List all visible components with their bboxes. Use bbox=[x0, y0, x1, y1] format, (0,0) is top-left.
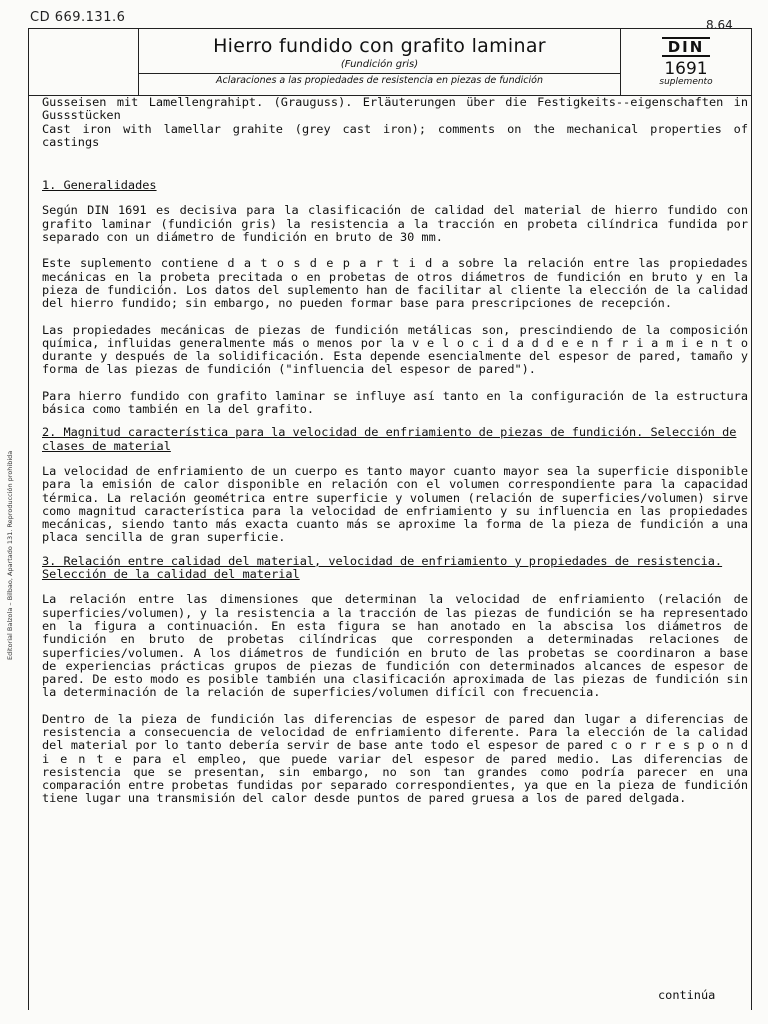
din-logo: DIN bbox=[662, 37, 711, 57]
section-3-paragraph-2: Dentro de la pieza de fundición las diferencias de espesor de pared dan lugar a diferencias de resistencia a consecuencia de velocidad de enfriamiento diferente. Para la elección de la calidad del material por lo tanto debería servir de base ante todo el espesor de pared c o r r e s p o n d i e n t e para el empleo, que puede variar del espesor de pared medio. Las diferencias de resistencia que se presentan, sin embargo, no son tan grandes como podría parecer en una comparación entre probetas fundidas por separado correspondientes, ya que en la pieza de fundición tiene lugar una transmisión del calor desde puntos de pared gruesa a los de pared delgada. bbox=[42, 711, 748, 806]
section-1-heading: 1. Generalidades bbox=[42, 178, 157, 193]
section-3-heading: 3. Relación entre calidad del material, velocidad de enfriamiento y propiedades de resistencia. Selección de la calidad del material bbox=[42, 553, 723, 582]
title-block-center bbox=[139, 29, 621, 95]
section-1-paragraph-4: Para hierro fundido con grafito laminar se influye así tanto en la configuración de la estructura básica como también en la del grafito. bbox=[42, 388, 748, 417]
section-2-paragraph-1: La velocidad de enfriamiento de un cuerpo es tanto mayor cuanto mayor sea la superficie disponible para la emisión de calor disponible en relación con el volumen correspondiente para la capacidad térmica. La relación geométrica entre superficie y volumen (relación de superficies/volumen) sirve como magnitud característica para la velocidad de enfriamiento y su influencia en las propiedades mecánicas, siendo tanto más exacta cuanto más se aproxime la forma de la pieza de fundición a una placa sencilla de gran superficie. bbox=[42, 463, 748, 545]
side-margin bbox=[6, 370, 20, 660]
continued-label: continúa bbox=[658, 988, 716, 1002]
title-block bbox=[28, 28, 752, 96]
din-suffix: suplemento bbox=[659, 77, 713, 87]
document-note: Aclaraciones a las propiedades de resistencia en piezas de fundición bbox=[139, 73, 620, 86]
document-body bbox=[42, 96, 748, 806]
din-block bbox=[621, 29, 751, 95]
side-publisher-note: Editorial Balzola – Bilbao, Apartado 131. Reproducción prohibida bbox=[6, 450, 14, 660]
section-2-heading: 2. Magnitud característica para la velocidad de enfriamiento de piezas de fundición. Selección de clases de material bbox=[42, 425, 737, 453]
intro-english: Cast iron with lamellar grahite (grey cast iron); comments on the mechanical properties of castings bbox=[42, 121, 748, 149]
din-number: 1691 bbox=[664, 59, 708, 79]
classification-code: CD 669.131.6 bbox=[30, 10, 126, 25]
issue-date: 8.64 bbox=[706, 18, 733, 32]
document-title: Hierro fundido con grafito laminar bbox=[213, 35, 546, 57]
title-block-left-cell bbox=[29, 29, 139, 95]
section-3-paragraph-1: La relación entre las dimensiones que determinan la velocidad de enfriamiento (relación de superficies/volumen), y la resistencia a la tracción de las piezas de fundición se ha representado en la figura a continuación. En esta figura se han anotado en la abscisa los diámetros de fundición en bruto de probetas cilíndricas que corresponden a determinadas relaciones de superficies/volumen. A los diámetros de fundición en bruto de las probetas se coordinaron a base de experiencias prácticas grupos de piezas de fundición con determinados alcances de espesor de pared. De esto modo es posible también una clasificación aproximada de las piezas de fundición sin la determinación de la relación de superficies/volumen difícil con frecuencia. bbox=[42, 592, 748, 700]
document-subtitle: (Fundición gris) bbox=[340, 59, 419, 70]
section-1-paragraph-1: Según DIN 1691 es decisiva para la clasificación de calidad del material de hierro fundido con grafito laminar (fundición gris) la resistencia a la tracción en probeta cilíndrica fundida por separado con un diámetro de fundición en bruto de 30 mm. bbox=[42, 203, 748, 245]
intro-german: Gusseisen mit Lamellengrahipt. (Grauguss). Erläuterungen über die Festigkeits--eigenschaften in Gussstücken bbox=[42, 95, 748, 123]
section-1-paragraph-3: Las propiedades mecánicas de piezas de fundición metálicas son, prescindiendo de la composición química, influidas generalmente más o menos por la v e l o c i d a d d e e n f r i a m i e n t o durante y después de la solidificación. Esta depende esencialmente del espesor de pared, tamaño y forma de las piezas de fundición ("influencia del espesor de pared"). bbox=[42, 322, 748, 377]
section-1-paragraph-2: Este suplemento contiene d a t o s d e p a r t i d a sobre la relación entre las propiedades mecánicas en la probeta precitada o en probetas de otros diámetros de fundición en bruto y en la pieza de fundición. Los datos del suplemento han de facilitar al cliente la elección de la calidad del hierro fundido; sin embargo, no pueden formar base para prescripciones de recepción. bbox=[42, 256, 748, 311]
